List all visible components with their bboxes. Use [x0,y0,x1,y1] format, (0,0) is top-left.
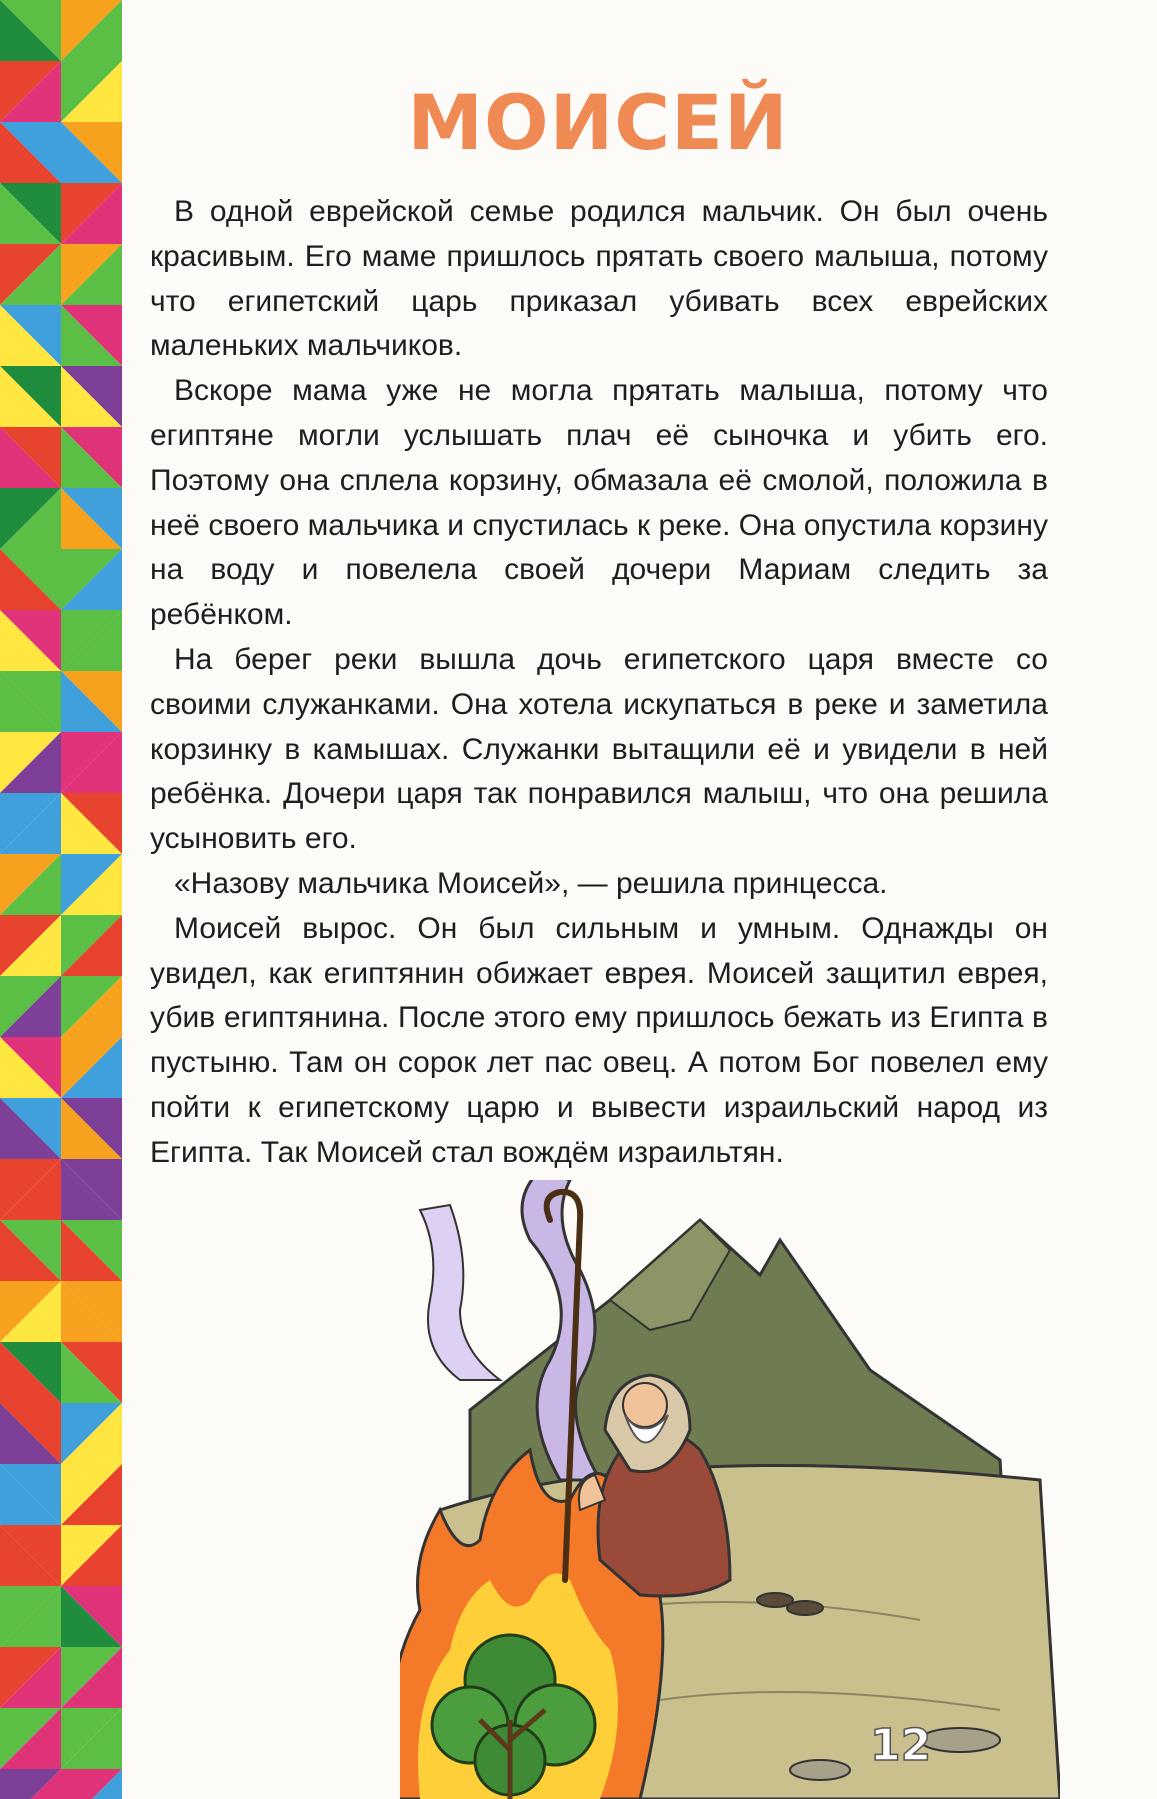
story-paragraph-2: Вскоре мама уже не могла прятать малыша, потому что египтяне могли услышать плач её сыночка и убить его. Поэтому она сплела корзину, обмазала её смолой, положила в неё своего мальчика и спустилась к реке. Она опустила корзину на воду и повелела своей дочери Мариам следить за ребёнком. [150,374,1048,632]
story-paragraph-1: В одной еврейской семье родился мальчик. Он был очень красивым. Его маме пришлось прятать своего малыша, потому что египетский царь приказал убивать всех еврейских маленьких мальчиков. [150,195,1048,363]
story-paragraph-4: «Назову мальчика Моисей», — решила принцесса. [174,866,888,900]
story-paragraph-3: На берег реки вышла дочь египетского царя вместе со своими служанками. Она хотела искупаться в реке и заметила корзинку в камышах. Служанки вытащили её и увидели в ней ребёнка. Дочери царя так понравился малыш, что она решила усыновить его. [150,642,1048,856]
page-number: 12 [870,1720,932,1771]
page-title: МОИСЕЙ [407,78,789,167]
story-text [150,190,1048,1176]
decorative-tangram-border [0,0,122,1799]
moses-burning-bush-illustration [400,1180,1060,1799]
story-paragraph-5: Моисей вырос. Он был сильным и умным. Однажды он увидел, как египтянин обижает еврея. Моисей защитил еврея, убив египтянина. После этого ему пришлось бежать из Египта в пустыню. Там он сорок лет пас овец. А потом Бог повелел ему пойти к египетскому царю и вывести израильский народ из Египта. Так Моисей стал вождём израильтян. [150,911,1048,1169]
